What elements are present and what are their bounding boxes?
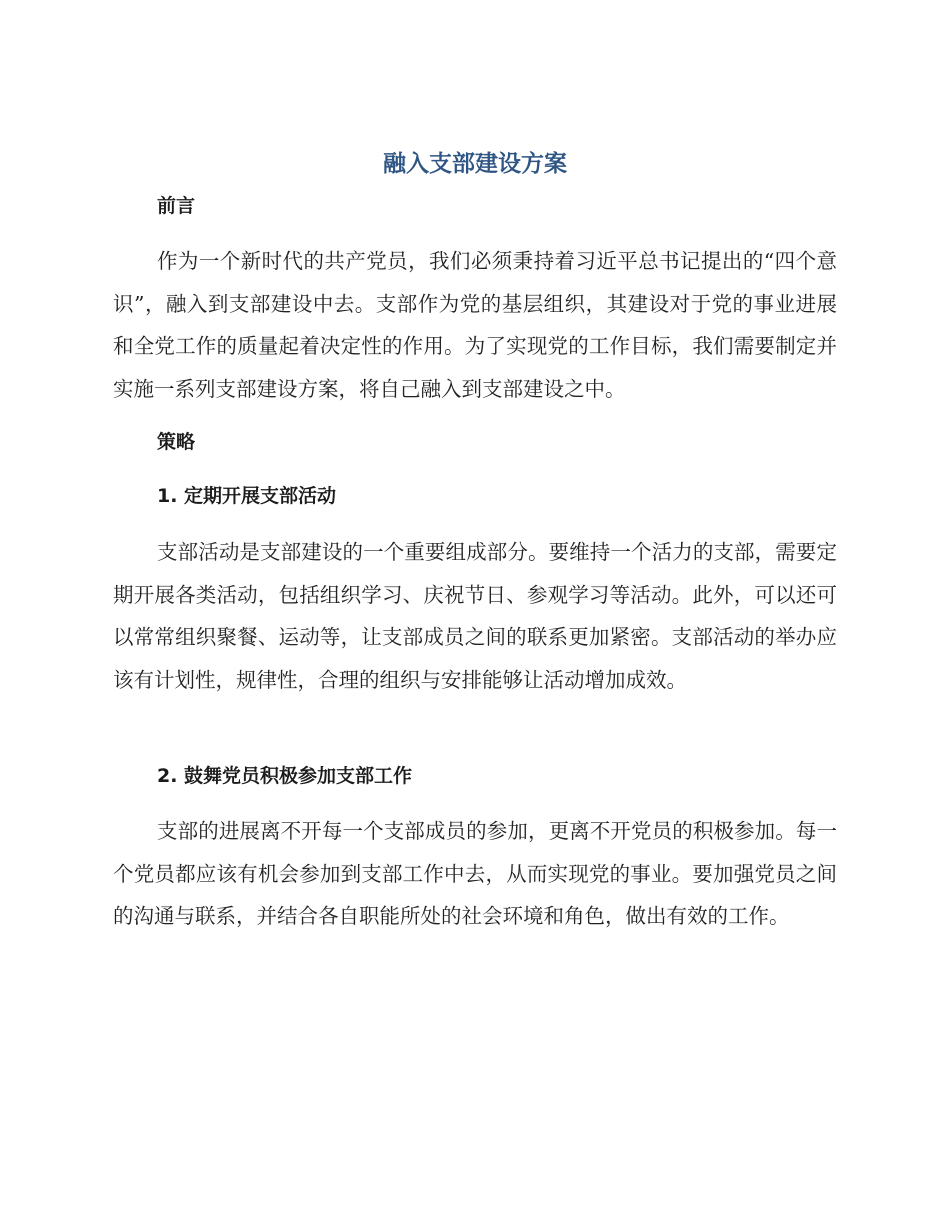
subsection-paragraph-participation: 支部的进展离不开每一个支部成员的参加，更离不开党员的积极参加。每一个党员都应该有机会参加到支部工作中去，从而实现党的事业。要加强党员之间的沟通与联系，并结合各自职能所处的社会环境和角色，做出有效的工作。 (113, 819, 837, 928)
subsection-paragraph-activities: 支部活动是支部建设的一个重要组成部分。要维持一个活力的支部，需要定期开展各类活动，包括组织学习、庆祝节日、参观学习等活动。此外，可以还可以常常组织聚餐、运动等，让支部成员之间的联系更加紧密。支部活动的举办应该有计划性，规律性，合理的组织与安排能够让活动增加成效。 (113, 540, 837, 692)
section-heading-preface: 前言 (157, 195, 196, 217)
document-title: 融入支部建设方案 (383, 151, 567, 177)
section-paragraph-preface: 作为一个新时代的共产党员，我们必须秉持着习近平总书记提出的“四个意识”，融入到支部建设中去。支部作为党的基层组织，其建设对于党的事业进展和全党工作的质量起着决定性的作用。为了实现党的工作目标，我们需要制定并实施一系列支部建设方案，将自己融入到支部建设之中。 (113, 249, 837, 401)
section-heading-strategy: 策略 (157, 431, 196, 453)
subsection-heading-participation: 2. 鼓舞党员积极参加支部工作 (157, 765, 413, 787)
subsection-heading-activities: 1. 定期开展支部活动 (157, 485, 337, 507)
